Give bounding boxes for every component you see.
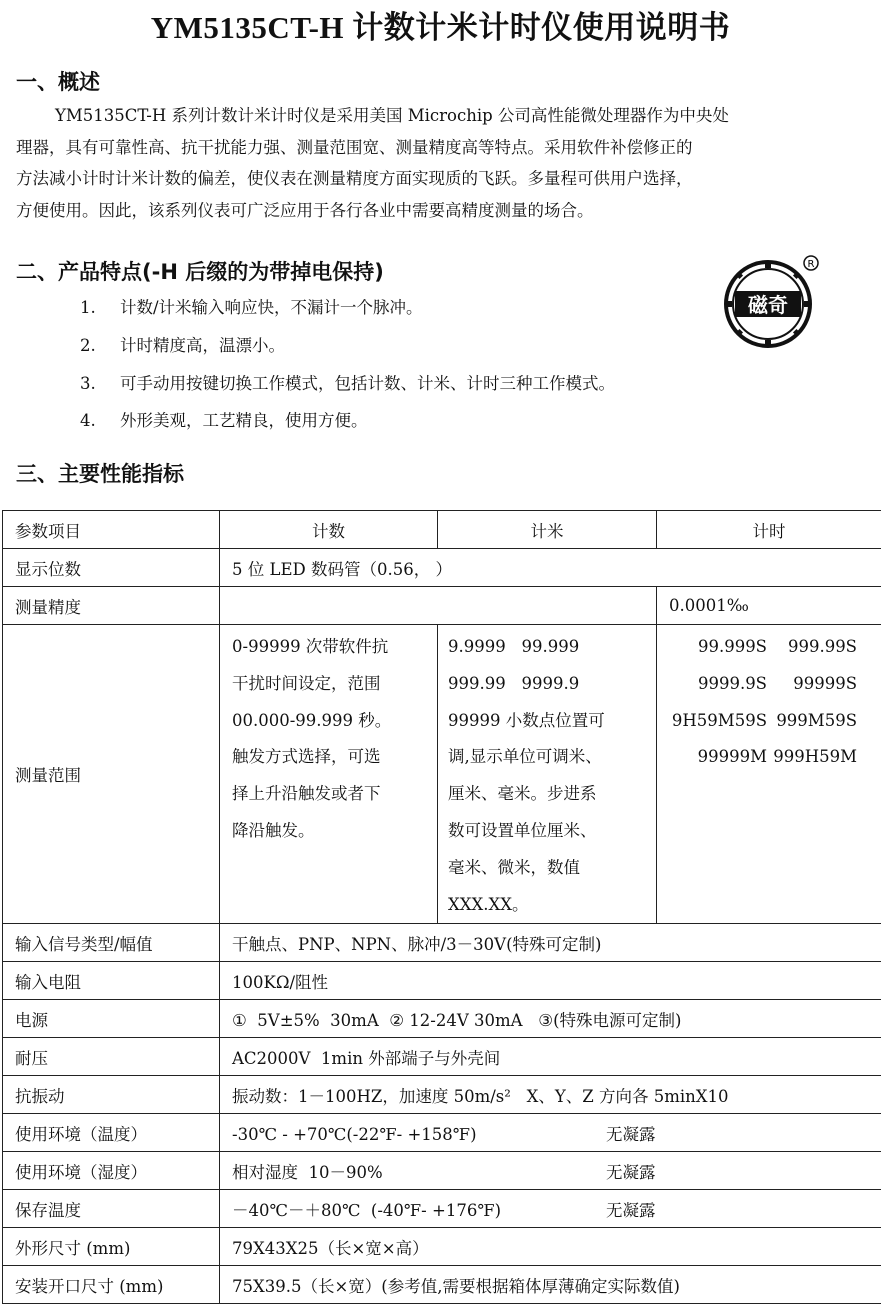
range-meter-line: 数可设置单位厘米、	[448, 813, 644, 850]
range-meter-line: 999.99 9999.9	[448, 666, 644, 703]
row-value	[220, 1114, 881, 1152]
range-meter-line: 厘米、毫米。步进系	[448, 776, 644, 813]
row-value	[220, 1152, 881, 1190]
registered-mark: R	[808, 259, 815, 270]
row-label: 使用环境（温度）	[3, 1114, 220, 1152]
table-row	[3, 1038, 881, 1076]
range-count-line: 00.000-99.999 秒。	[232, 703, 425, 740]
table-row	[3, 625, 881, 924]
row-value: 79X43X25（长×宽×高）	[220, 1228, 881, 1266]
range-time-value: 999.99S	[767, 629, 857, 666]
range-time-line	[657, 739, 867, 776]
table-row	[3, 549, 881, 587]
range-time-value: 99.999S	[657, 629, 767, 666]
header-label: 参数项目	[3, 511, 220, 549]
overview-line: 理器，具有可靠性高、抗干扰能力强、测量范围宽、测量精度高等特点。采用软件补偿修正的	[16, 132, 880, 164]
feature-number: 3.	[80, 374, 120, 393]
range-time-value: 99999M	[657, 739, 767, 776]
table-row	[3, 962, 881, 1000]
row-label: 安装开口尺寸 (mm)	[3, 1266, 220, 1304]
row-label: 使用环境（湿度）	[3, 1152, 220, 1190]
table-row	[3, 1228, 881, 1266]
range-time-value: 9999.9S	[657, 666, 767, 703]
feature-number: 1.	[80, 298, 120, 317]
range-count-line: 降沿触发。	[232, 813, 425, 850]
table-row	[3, 1076, 881, 1114]
overview-line: 方法减小计时计米计数的偏差，使仪表在测量精度方面实现质的飞跃。多量程可供用户选择，	[16, 163, 880, 195]
row-value: 5 位 LED 数码管（0.56， ）	[220, 549, 881, 587]
row-label: 抗振动	[3, 1076, 220, 1114]
table-row	[3, 924, 881, 962]
header-time: 计时	[657, 511, 881, 549]
row-label: 输入信号类型/幅值	[3, 924, 220, 962]
row-label: 输入电阻	[3, 962, 220, 1000]
range-meter-line: XXX.XX。	[448, 887, 644, 924]
row-value: ① 5V±5% 30mA ② 12-24V 30mA ③(特殊电源可定制)	[220, 1000, 881, 1038]
row-value: 干触点、PNP、NPN、脉冲/3－30V(特殊可定制)	[220, 924, 881, 962]
row-label: 显示位数	[3, 549, 220, 587]
brand-logo	[722, 254, 822, 354]
range-time-line	[657, 666, 867, 703]
range-count	[220, 625, 438, 924]
row-value: 振动数：1－100HZ，加速度 50m/s² X、Y、Z 方向各 5minX10	[220, 1076, 881, 1114]
table-row	[3, 1114, 881, 1152]
row-label: 测量精度	[3, 587, 220, 625]
overview-line: YM5135CT-H 系列计数计米计时仪是采用美国 Microchip 公司高性能微处理器作为中央处	[16, 100, 880, 132]
overview-paragraph	[16, 100, 880, 226]
range-time-value: 999M59S	[767, 703, 857, 740]
feature-number: 4.	[80, 411, 120, 430]
feature-item	[80, 294, 423, 318]
range-time-value: 99999S	[767, 666, 857, 703]
row-value-main: -30℃ - +70℃(-22℉- +158℉)	[232, 1125, 606, 1144]
specs-heading: 三、主要性能指标	[16, 458, 184, 488]
range-time-line	[657, 629, 867, 666]
range-meter	[438, 625, 657, 924]
table-row	[3, 1000, 881, 1038]
feature-item	[80, 370, 615, 394]
header-meter: 计米	[438, 511, 657, 549]
table-row	[3, 1190, 881, 1228]
range-meter-line: 99999 小数点位置可	[448, 703, 644, 740]
range-meter-line: 调,显示单位可调米、	[448, 739, 644, 776]
feature-text: 外形美观，工艺精良，使用方便。	[120, 411, 368, 430]
page-title: YM5135CT-H 计数计米计时仪使用说明书	[0, 2, 881, 47]
feature-item	[80, 407, 368, 431]
features-heading: 二、产品特点(-H 后缀的为带掉电保持)	[16, 256, 384, 286]
logo-text: 磁奇	[748, 293, 788, 317]
range-time-value: 9H59M59S	[657, 703, 767, 740]
row-value-note: 无凝露	[606, 1201, 656, 1220]
row-label: 外形尺寸 (mm)	[3, 1228, 220, 1266]
row-value: 75X39.5（长×宽）(参考值,需要根据箱体厚薄确定实际数值)	[220, 1266, 881, 1304]
feature-text: 计数/计米输入响应快，不漏计一个脉冲。	[120, 298, 423, 317]
row-value: 100KΩ/阻性	[220, 962, 881, 1000]
table-row	[3, 1266, 881, 1304]
range-meter-line: 9.9999 99.999	[448, 629, 644, 666]
range-count-line: 择上升沿触发或者下	[232, 776, 425, 813]
row-label: 耐压	[3, 1038, 220, 1076]
row-value: 0.0001‰	[657, 587, 881, 625]
row-value: AC2000V 1min 外部端子与外壳间	[220, 1038, 881, 1076]
row-value	[220, 1190, 881, 1228]
row-label: 电源	[3, 1000, 220, 1038]
feature-text: 计时精度高，温漂小。	[120, 336, 285, 355]
table-row	[3, 1152, 881, 1190]
range-count-line: 干扰时间设定，范围	[232, 666, 425, 703]
feature-item	[80, 332, 285, 356]
range-count-line: 0-99999 次带软件抗	[232, 629, 425, 666]
header-count: 计数	[220, 511, 438, 549]
range-time-value: 999H59M	[767, 739, 857, 776]
row-value-main: 相对湿度 10－90%	[232, 1159, 606, 1183]
row-label: 保存温度	[3, 1190, 220, 1228]
feature-number: 2.	[80, 336, 120, 355]
overview-line: 方便使用。因此，该系列仪表可广泛应用于各行各业中需要高精度测量的场合。	[16, 195, 880, 227]
range-time-line	[657, 703, 867, 740]
table-row	[3, 587, 881, 625]
range-count-line: 触发方式选择，可选	[232, 739, 425, 776]
row-value-main: －40℃－＋80℃ (-40℉- +176℉)	[232, 1197, 606, 1221]
row-value-empty	[220, 587, 657, 625]
specs-table	[2, 510, 881, 1304]
row-value-note: 无凝露	[606, 1163, 656, 1182]
table-row	[3, 511, 881, 549]
row-value-note: 无凝露	[606, 1125, 656, 1144]
range-time	[657, 625, 881, 924]
overview-heading: 一、概述	[16, 66, 100, 96]
range-meter-line: 毫米、微米，数值	[448, 850, 644, 887]
feature-text: 可手动用按键切换工作模式，包括计数、计米、计时三种工作模式。	[120, 374, 615, 393]
row-label: 测量范围	[3, 625, 220, 924]
